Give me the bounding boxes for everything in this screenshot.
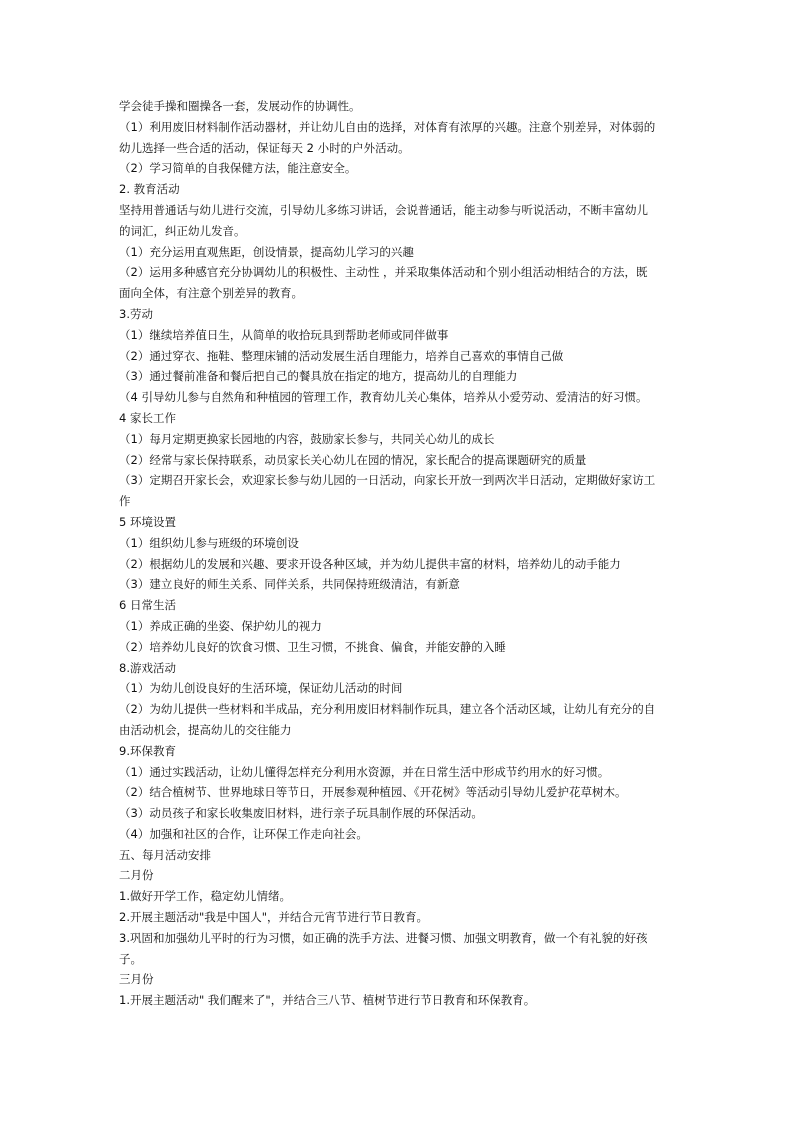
section-heading: 9.环保教育 — [119, 743, 176, 758]
text-line: （2）为幼儿提供一些材料和半成品，充分利用废旧材料制作玩具，建立各个活动区域，让幼儿有充分的自 — [119, 702, 656, 717]
text-line: （2）根据幼儿的发展和兴趣、要求开设各种区域，并为幼儿提供丰富的材料，培养幼儿的动手能力 — [119, 556, 621, 571]
section-heading: 6 日常生活 — [119, 598, 176, 613]
text-line: 1.开展主题活动" 我们醒来了"，并结合三八节、植树节进行节日教育和环保教育。 — [119, 993, 536, 1008]
text-line: 由活动机会，提高幼儿的交往能力 — [119, 722, 292, 737]
text-line: 面向全体，有注意个别差异的教育。 — [119, 286, 303, 301]
text-line: （1）充分运用直观焦距，创设情景，提高幼儿学习的兴趣 — [119, 244, 414, 259]
document-body — [119, 96, 679, 1011]
text-line: （3）动员孩子和家长收集废旧材料，进行亲子玩具制作展的环保活动。 — [119, 806, 483, 821]
text-line: 的词汇，纠正幼儿发音。 — [119, 223, 246, 238]
section-heading: 4 家长工作 — [119, 410, 176, 425]
text-line: （1）组织幼儿参与班级的环境创设 — [119, 535, 299, 550]
text-line: （2）培养幼儿良好的饮食习惯、卫生习惯，不挑食、偏食，并能安静的入睡 — [119, 639, 506, 654]
text-line: 学会徒手操和圈操各一套，发展动作的协调性。 — [119, 99, 361, 113]
text-line: （1）继续培养值日生，从简单的收拾玩具到帮助老师或同伴做事 — [119, 327, 449, 342]
text-line: （4）加强和社区的合作，让环保工作走向社会。 — [119, 826, 368, 841]
text-line: 子。 — [119, 951, 142, 966]
text-line: （1）养成正确的坐姿、保护幼儿的视力 — [119, 618, 322, 633]
text-line: 1.做好开学工作，稳定幼儿情绪。 — [119, 889, 291, 904]
text-line: 2.开展主题活动"我是中国人"，并结合元宵节进行节日教育。 — [119, 910, 429, 925]
text-line: （2）结合植树节、世界地球日等节日，开展参观种植园、《开花树》等活动引导幼儿爱护花草树木。 — [119, 785, 627, 800]
text-line: 3.巩固和加强幼儿平时的行为习惯，如正确的洗手方法、进餐习惯、加强文明教育，做一个有礼貌的好孩 — [119, 930, 648, 945]
text-line: 幼儿选择一些合适的活动，保证每天 2 小时的户外活动。 — [119, 140, 410, 155]
section-heading: 2. 教育活动 — [119, 182, 180, 197]
text-line: （3）定期召开家长会，欢迎家长参与幼儿园的一日活动，向家长开放一到两次半日活动，定期做好家访工 — [119, 473, 656, 488]
text-line: （1）每月定期更换家长园地的内容，鼓励家长参与，共同关心幼儿的成长 — [119, 431, 495, 446]
text-line: （4 引导幼儿参与自然角和种植园的管理工作，教育幼儿关心集体，培养从小爱劳动、爱清洁的好习惯。 — [119, 390, 648, 405]
text-line: （1）利用废旧材料制作活动器材，并让幼儿自由的选择，对体育有浓厚的兴趣。注意个别差异，对体弱的 — [119, 119, 656, 134]
text-line: 坚持用普通话与幼儿进行交流，引导幼儿多练习讲话，会说普通话，能主动参与听说活动，不断丰富幼儿 — [119, 202, 648, 217]
section-heading: 3.劳动 — [119, 306, 153, 321]
text-line: （2）通过穿衣、拖鞋、整理床铺的活动发展生活自理能力，培养自己喜欢的事情自己做 — [119, 348, 564, 363]
text-line: （1）通过实践活动，让幼儿懂得怎样充分利用水资源，并在日常生活中形成节约用水的好习惯。 — [119, 764, 610, 779]
month-heading: 三月份 — [119, 972, 154, 987]
text-line: （2）运用多种感官充分协调幼儿的积极性、主动性 ，并采取集体活动和个别小组活动相结合的方法，既 — [119, 265, 648, 280]
text-line: 作 — [119, 494, 131, 509]
month-heading: 二月份 — [119, 868, 154, 883]
section-heading: 五、每月活动安排 — [119, 847, 211, 862]
section-heading: 5 环境设置 — [119, 514, 176, 529]
text-line: （3）通过餐前准备和餐后把自己的餐具放在指定的地方，提高幼儿的自理能力 — [119, 369, 518, 384]
section-heading: 8.游戏活动 — [119, 660, 176, 675]
text-line: （1）为幼儿创设良好的生活环境，保证幼儿活动的时间 — [119, 681, 403, 696]
text-line: （2）经常与家长保持联系，动员家长关心幼儿在园的情况，家长配合的提高课题研究的质量 — [119, 452, 587, 467]
text-line: （2）学习简单的自我保健方法，能注意安全。 — [119, 161, 357, 176]
text-line: （3）建立良好的师生关系、同伴关系，共同保持班级清洁，有新意 — [119, 577, 460, 592]
